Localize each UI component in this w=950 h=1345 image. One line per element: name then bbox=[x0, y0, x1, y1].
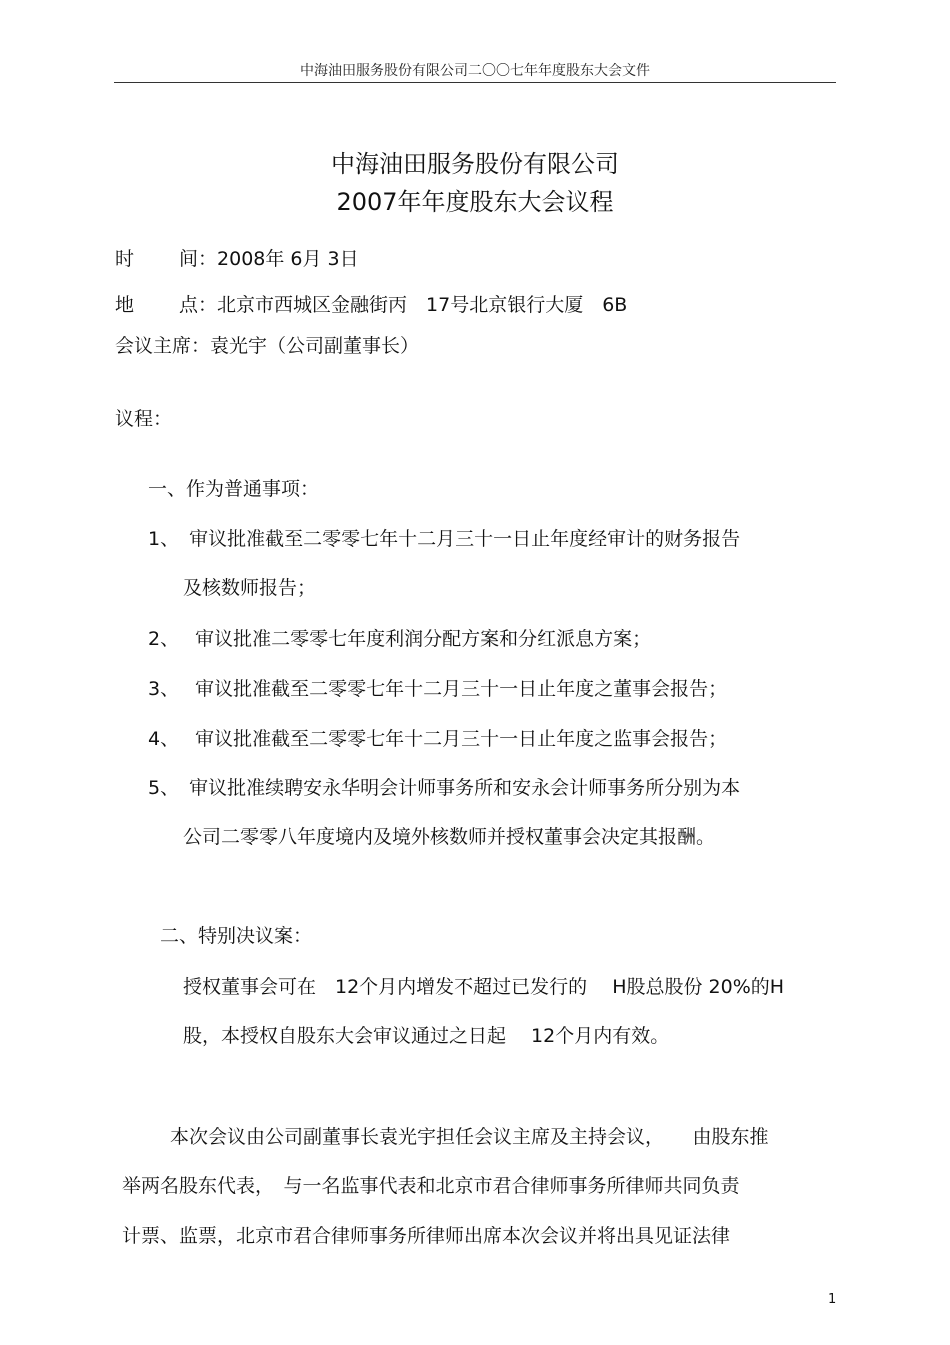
page-header: 中海油田服务股份有限公司二〇〇七年年度股东大会文件 bbox=[300, 63, 650, 79]
section1-heading: 一、作为普通事项： bbox=[148, 478, 320, 500]
agenda-item-4 bbox=[148, 724, 727, 751]
closing-line2: 举两名股东代表， 与一名监事代表和北京市君合律师事务所律师共同负责 bbox=[122, 1175, 740, 1197]
chair-value: 袁光宇（公司副董事长） bbox=[210, 335, 420, 357]
item-number: 1、 bbox=[148, 528, 180, 550]
header-rule bbox=[114, 82, 836, 83]
chair-label: 会议主席： bbox=[115, 335, 211, 357]
item-text: 审议批准截至二零零七年十二月三十一日止年度经审计的财务报告 bbox=[189, 528, 741, 550]
chair-row bbox=[115, 331, 419, 358]
place-label-a: 地 bbox=[115, 294, 135, 316]
item-number: 4、 bbox=[148, 728, 180, 750]
document-title-line2: 2007年年度股东大会议程 bbox=[336, 188, 614, 216]
item-text: 审议批准续聘安永华明会计师事务所和安永会计师事务所分别为本 bbox=[189, 777, 741, 799]
agenda-item-1-cont: 及核数师报告； bbox=[183, 577, 317, 599]
agenda-item-5-cont: 公司二零零八年度境内及境外核数师并授权董事会决定其报酬。 bbox=[183, 826, 716, 848]
agenda-item-3 bbox=[148, 674, 727, 701]
agenda-item-2 bbox=[148, 624, 651, 651]
agenda-heading: 议程： bbox=[115, 408, 173, 430]
section2-heading: 二、特别决议案： bbox=[160, 925, 313, 947]
item-text: 审议批准截至二零零七年十二月三十一日止年度之监事会报告； bbox=[195, 728, 728, 750]
section2-text-line2: 股，本授权自股东大会审议通过之日起 12个月内有效。 bbox=[183, 1025, 670, 1047]
place-label-b: 点： bbox=[179, 294, 218, 316]
time-value: 2008年 6月 3日 bbox=[217, 248, 359, 270]
item-number: 5、 bbox=[148, 777, 180, 799]
item-number: 2、 bbox=[148, 628, 180, 650]
page-number: 1 bbox=[828, 1292, 837, 1307]
agenda-item-1 bbox=[148, 524, 740, 551]
closing-line3: 计票、监票，北京市君合律师事务所律师出席本次会议并将出具见证法律 bbox=[122, 1225, 731, 1247]
closing-line1: 本次会议由公司副董事长袁光宇担任会议主席及主持会议， 由股东推 bbox=[170, 1126, 769, 1148]
place-row bbox=[115, 290, 627, 317]
time-label-b: 间： bbox=[179, 248, 218, 270]
time-label-a: 时 bbox=[115, 248, 135, 270]
item-text: 审议批准截至二零零七年十二月三十一日止年度之董事会报告； bbox=[195, 678, 728, 700]
place-value: 北京市西城区金融街丙 17号北京银行大厦 6B bbox=[217, 294, 628, 316]
document-title-line1: 中海油田服务股份有限公司 bbox=[331, 150, 619, 178]
section2-text-line1: 授权董事会可在 12个月内增发不超过已发行的 H股总股份 20%的H bbox=[183, 976, 785, 998]
agenda-item-5 bbox=[148, 773, 740, 800]
item-number: 3、 bbox=[148, 678, 180, 700]
time-row bbox=[115, 244, 359, 271]
item-text: 审议批准二零零七年度利润分配方案和分红派息方案； bbox=[195, 628, 652, 650]
